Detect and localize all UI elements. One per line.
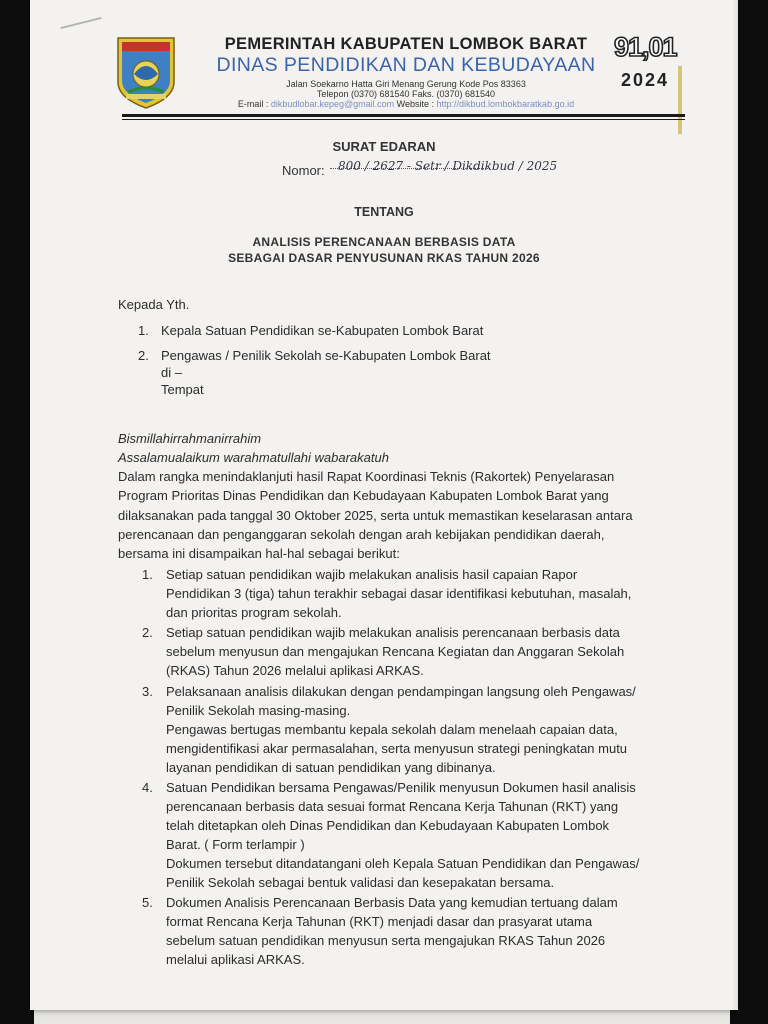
anniversary-badge xyxy=(614,32,676,104)
point-3-line: Pelaksanaan analisis dilakukan dengan pendampingan langsung oleh Pengawas/ xyxy=(166,684,636,699)
badge-year: 2024 xyxy=(620,70,670,90)
addressee-num-1: 1. xyxy=(138,323,149,338)
addressee-intro: Kepada Yth. xyxy=(118,297,190,312)
document-page xyxy=(30,0,738,1010)
point-5-line: sebelum satuan pendidikan menyusun serta mengajukan RKAS Tahun 2026 xyxy=(166,933,606,948)
point-2-line: (RKAS) Tahun 2026 melalui aplikasi ARKAS. xyxy=(166,663,424,678)
lombok-barat-coat-of-arms-icon xyxy=(116,36,176,110)
greeting-salam: Assalamualaikum warahmatullahi wabarakatuh xyxy=(118,450,389,465)
point-3-line: Pengawas bertugas membantu kepala sekolah dalam menelaah capaian data, xyxy=(166,722,618,737)
point-3-line: layanan pendidikan di satuan pendidikan yang dibinanya. xyxy=(166,760,496,775)
tentang-heading: TENTANG xyxy=(354,205,414,219)
letterhead-government: PEMERINTAH KABUPATEN LOMBOK BARAT xyxy=(224,35,588,53)
pen-mark xyxy=(60,17,101,29)
intro-line: perencanaan dan penganggaran sekolah dengan arah kebijakan pendidikan daerah, xyxy=(118,527,605,542)
point-number: 3. xyxy=(142,684,153,699)
addressee-tempat: Tempat xyxy=(161,382,204,397)
letterhead-contact xyxy=(186,99,626,109)
point-4-line: telah ditetapkan oleh Dinas Pendidikan dan Kebudayaan Kabupaten Lombok xyxy=(166,818,610,833)
intro-line: dilaksanakan pada tanggal 30 Oktober 2025, serta untuk memastikan keselarasan antara xyxy=(118,508,633,523)
greeting-basmalah: Bismillahirrahmanirrahim xyxy=(118,431,262,446)
letterhead-address: Jalan Soekarno Hatta Giri Menang Gerung Kode Pos 83363 xyxy=(286,79,526,89)
point-4-line: Dokumen tersebut ditandatangani oleh Kepala Satuan Pendidikan dan Pengawas/ xyxy=(166,856,640,871)
website-label: Website : xyxy=(394,99,437,109)
letterhead-phone: Telepon (0370) 681540 Faks. (0370) 681540 xyxy=(316,89,496,99)
email-link[interactable]: dikbudlobar.kepeg@gmail.com xyxy=(270,99,395,109)
point-5-line: format Rencana Kerja Tahunan (RKT) menjadi dasar dan prasyarat utama xyxy=(166,914,593,929)
website-link[interactable]: http://dikbud.lombokbaratkab.go.id xyxy=(436,99,575,109)
addressee-item-1: Kepala Satuan Pendidikan se-Kabupaten Lombok Barat xyxy=(161,323,484,338)
point-1-line: Setiap satuan pendidikan wajib melakukan analisis hasil capaian Rapor xyxy=(166,567,578,582)
point-5-line: melalui aplikasi ARKAS. xyxy=(166,952,305,967)
point-4-line: Penilik Sekolah sebagai bentuk validasi dan kesepakatan bersama. xyxy=(166,875,555,890)
letterhead-agency: DINAS PENDIDIKAN DAN KEBUDAYAAN xyxy=(216,54,596,76)
point-3-line: Penilik Sekolah masing-masing. xyxy=(166,703,351,718)
point-number: 5. xyxy=(142,895,153,910)
nomor-label: Nomor: xyxy=(282,163,325,178)
addressee-di: di – xyxy=(161,365,182,380)
point-5-line: Dokumen Analisis Perencanaan Berbasis Data yang kemudian tertuang dalam xyxy=(166,895,618,910)
point-4-line: perencanaan berbasis data sesuai format Rencana Kerja Tahunan (RKT) yang xyxy=(166,799,619,814)
point-3-line: mengidentifikasi akar permasalahan, serta menyusun strategi peningkatan mutu xyxy=(166,741,628,756)
intro-line: Dalam rangka menindaklanjuti hasil Rapat Koordinasi Teknis (Rakortek) Penyelarasan xyxy=(118,469,615,484)
point-2-line: Setiap satuan pendidikan wajib melakukan analisis perencanaan berbasis data xyxy=(166,625,620,640)
point-number: 4. xyxy=(142,780,153,795)
point-number: 1. xyxy=(142,567,153,582)
point-number: 2. xyxy=(142,625,153,640)
point-1-line: Pendidikan 3 (tiga) tahun terakhir sebagai dasar identifikasi kebutuhan, masalah, xyxy=(166,586,632,601)
email-label: E-mail : xyxy=(237,99,271,109)
badge-number: 91,01 xyxy=(614,32,677,62)
letterhead-rule-thin xyxy=(122,119,685,120)
point-4-line: Barat. ( Form terlampir ) xyxy=(166,837,305,852)
point-2-line: sebelum menyusun dan mengajukan Rencana Kegiatan dan Anggaran Sekolah xyxy=(166,644,625,659)
point-4-line: Satuan Pendidikan bersama Pengawas/Penilik menyusun Dokumen hasil analisis xyxy=(166,780,636,795)
page-edge-shadow xyxy=(732,0,738,1010)
intro-line: bersama ini disampaikan hal-hal sebagai berikut: xyxy=(118,546,400,561)
nomor-handwritten: 800 / 2627 - Setr / Dikdikbud / 2025 xyxy=(338,159,558,173)
subject-line-1: ANALISIS PERENCANAAN BERBASIS DATA xyxy=(252,235,516,249)
addressee-num-2: 2. xyxy=(138,348,149,363)
badge-stripe xyxy=(678,66,682,134)
point-1-line: dan prioritas program sekolah. xyxy=(166,605,342,620)
subject-line-2: SEBAGAI DASAR PENYUSUNAN RKAS TAHUN 2026 xyxy=(228,251,540,265)
letter-title: SURAT EDARAN xyxy=(332,139,436,154)
letterhead-rule xyxy=(122,114,685,117)
addressee-item-2: Pengawas / Penilik Sekolah se-Kabupaten Lombok Barat xyxy=(161,348,491,363)
intro-line: Program Prioritas Dinas Pendidikan dan Kebudayaan Kabupaten Lombok Barat yang xyxy=(118,488,609,503)
